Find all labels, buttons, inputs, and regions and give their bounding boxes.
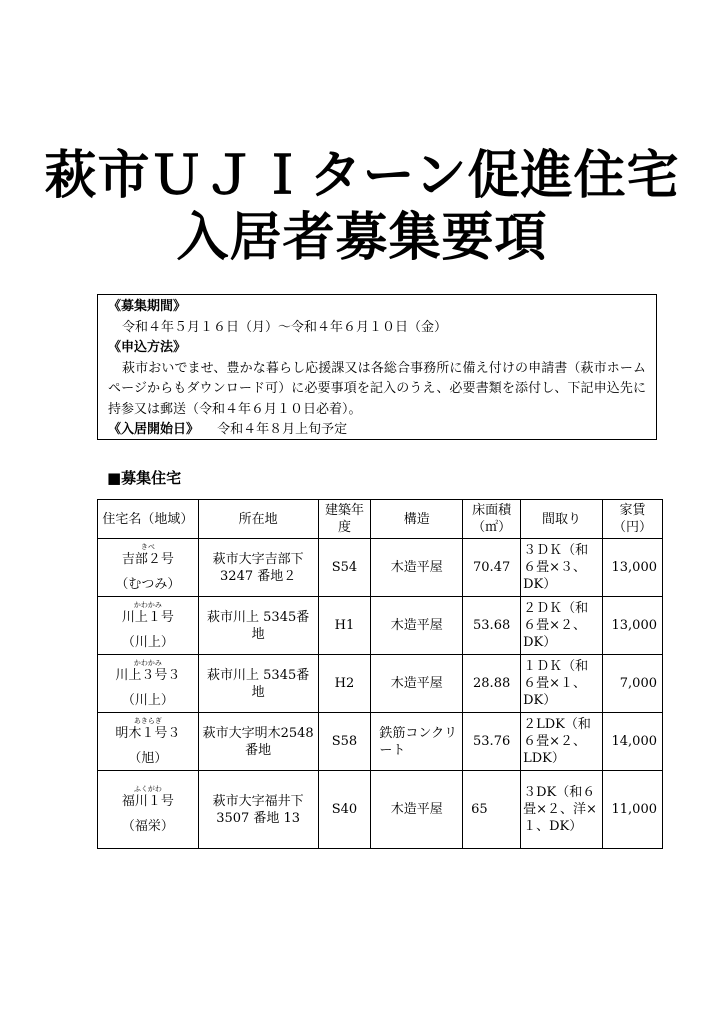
header-layout: 間取り [521,500,603,539]
rent-cell: 13,000 [602,597,662,655]
header-year: 建築年度 [318,500,371,539]
floor-area-cell: 65 [463,771,521,849]
year-cell: H2 [318,655,371,713]
floor-area-cell: 53.76 [463,713,521,771]
move-in-heading: 《入居開始日》 [108,422,200,437]
housing-area: （川上） [121,692,174,708]
rent-cell: 7,000 [602,655,662,713]
rent-cell: 11,000 [602,771,662,849]
structure-cell: 木造平屋 [371,597,463,655]
housing-area: （むつみ） [115,576,181,592]
rent-cell: 13,000 [602,539,662,597]
year-cell: S58 [318,713,371,771]
structure-cell: 木造平屋 [371,771,463,849]
housing-name-cell [98,655,199,713]
method-text: 萩市おいでませ、豊かな暮らし応援課又は各総合事務所に備え付けの申請書（萩市ホームページからもダウンロード可）に必要事項を記入のうえ、必要書類を添付し、下記申込先に持参又は郵送（令和４年６月１０日必着）。 [108,360,646,417]
housing-area: （旭） [128,750,168,766]
year-cell: S54 [318,539,371,597]
period-text: 令和４年５月１６日（月）～令和４年６月１０日（金） [122,319,448,335]
housing-area: （福栄） [121,818,174,834]
structure-cell: 木造平屋 [371,655,463,713]
name-reading: ふくがわ [133,784,162,793]
layout-cell: ２LDK（和６畳×２、LDK） [521,713,603,771]
table-row [98,655,663,713]
housing-name-cell [98,771,199,849]
header-structure: 構造 [371,500,463,539]
housing-name: 明木１号３ [115,725,181,741]
layout-cell: ２ＤＫ（和６畳×２、DK） [521,597,603,655]
rent-cell: 14,000 [602,713,662,771]
housing-name: 川上１号 [121,609,174,625]
floor-area-cell: 28.88 [463,655,521,713]
table-row [98,713,663,771]
housing-name-cell [98,713,199,771]
structure-cell: 木造平屋 [371,539,463,597]
table-row [98,771,663,849]
table-row [98,597,663,655]
address-cell: 萩市大字明木2548 番地 [198,713,318,771]
housing-name: 福川１号 [121,793,174,809]
header-floor-area: 床面積（㎡） [463,500,521,539]
address-cell: 萩市川上 5345番地 [198,655,318,713]
address-cell: 萩市川上 5345番地 [198,597,318,655]
header-rent: 家賃（円） [602,500,662,539]
application-info-box [97,294,657,440]
name-reading: かわかみ [133,600,162,609]
name-reading: かわかみ [133,658,162,667]
name-reading: きべ [140,542,155,551]
structure-cell: 鉄筋コンクリート [371,713,463,771]
period-heading: 《募集期間》 [108,299,187,314]
layout-cell: １ＤＫ（和６畳×１、DK） [521,655,603,713]
address-cell: 萩市大字吉部下3247 番地２ [198,539,318,597]
page-title-line-1: 萩市ＵＪＩターン促進住宅 [44,146,680,206]
name-reading: あきらぎ [133,716,162,725]
year-cell: H1 [318,597,371,655]
page-title-line-2: 入居者募集要項 [176,208,548,268]
floor-area-cell: 70.47 [463,539,521,597]
floor-area-cell: 53.68 [463,597,521,655]
layout-cell: ３ＤＫ（和６畳×３、DK） [521,539,603,597]
housing-name: 川上３号３ [115,667,181,683]
housing-area: （川上） [121,634,174,650]
housing-name: 吉部２号 [121,551,174,567]
housing-name-cell [98,597,199,655]
year-cell: S40 [318,771,371,849]
housing-table [97,499,663,849]
method-heading: 《申込方法》 [108,340,187,355]
header-address: 所在地 [198,500,318,539]
header-name: 住宅名（地域） [98,500,199,539]
address-cell: 萩市大字福井下3507 番地 13 [198,771,318,849]
table-row [98,539,663,597]
section-title: ■募集住宅 [107,469,182,487]
layout-cell: ３DK（和６畳×２、洋×１、DK） [521,771,603,849]
move-in-text: 令和４年８月上旬予定 [217,422,348,437]
move-in-line [108,420,646,441]
table-header-row [98,500,663,539]
housing-name-cell [98,539,199,597]
